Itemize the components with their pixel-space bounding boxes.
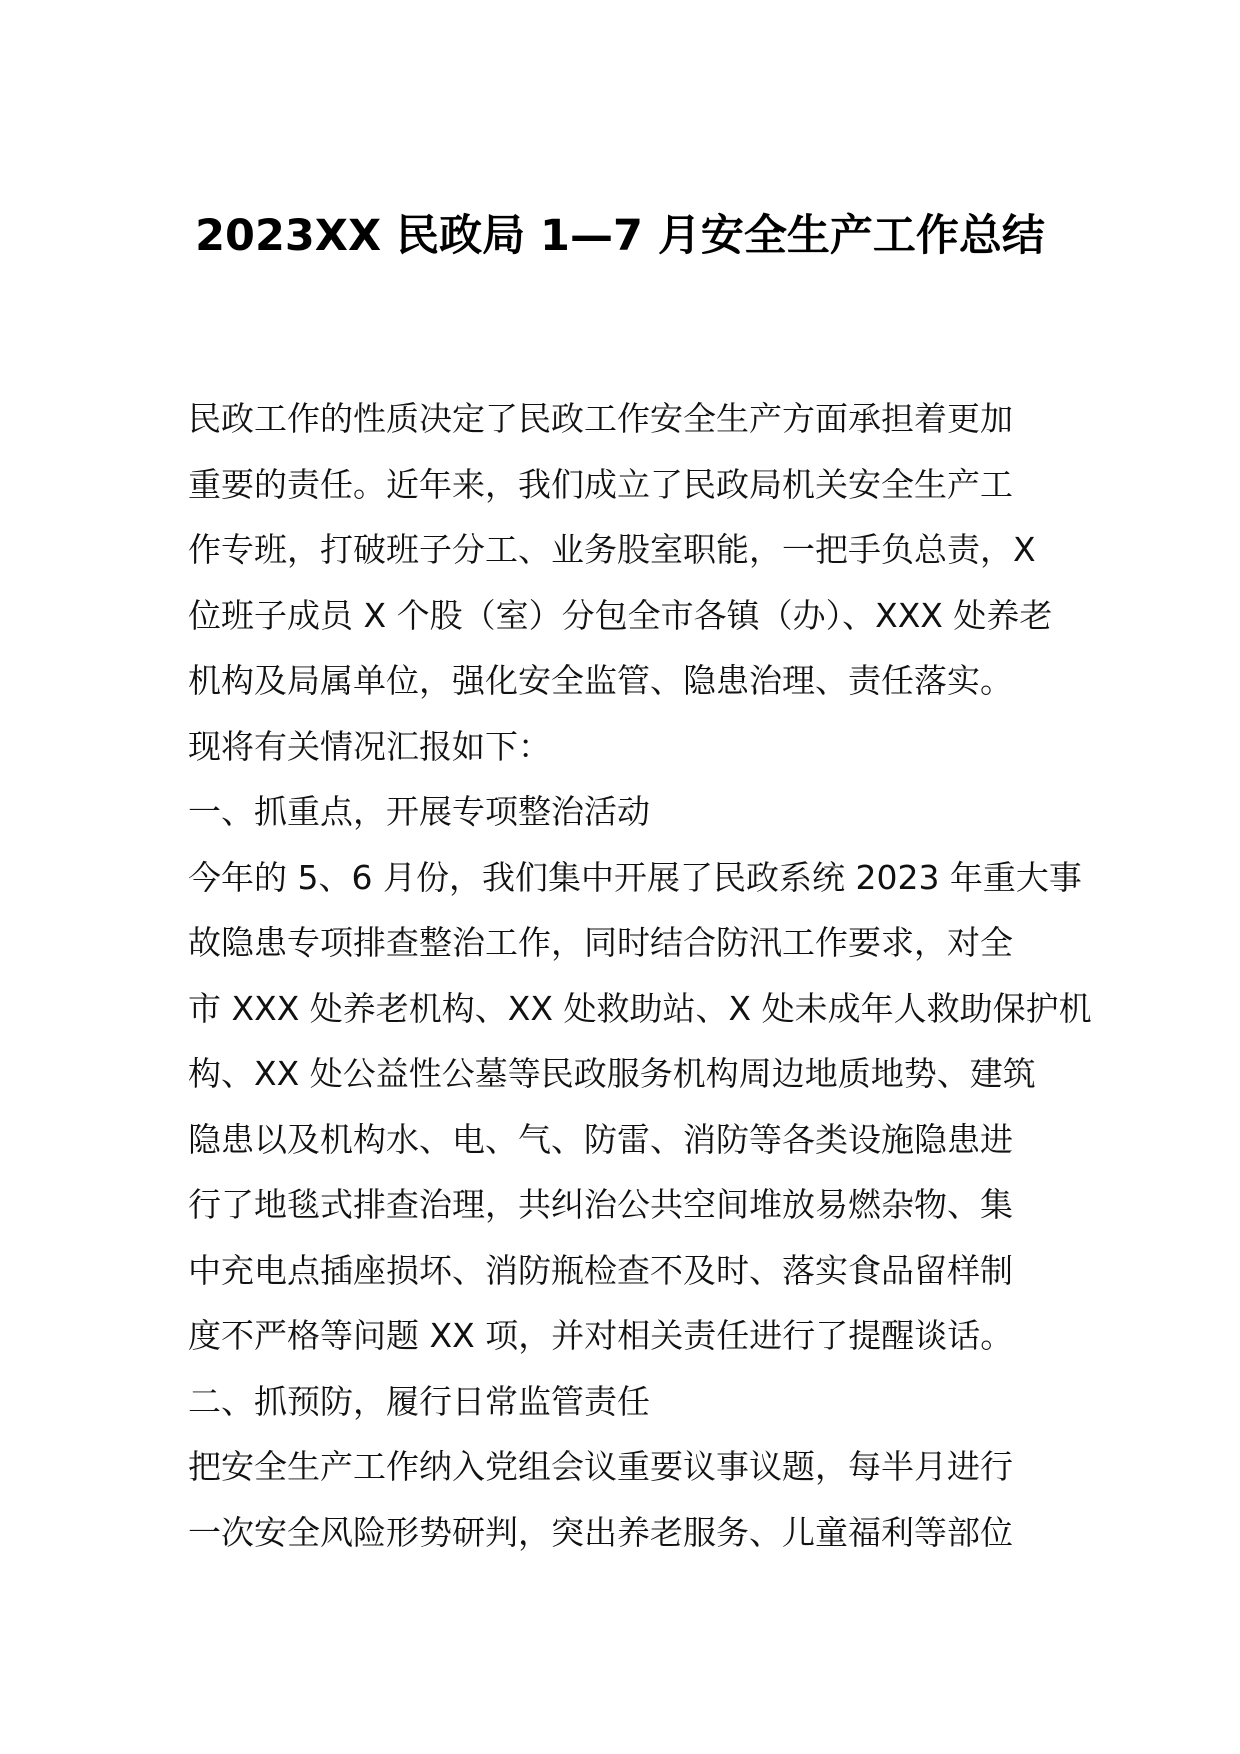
body-line: 中充电点插座损坏、消防瓶检查不及时、落实食品留样制 (188, 1250, 1013, 1290)
body-line: 位班子成员 X 个股（室）分包全市各镇（办）、XXX 处养老 (188, 595, 1053, 635)
body-line: 隐患以及机构水、电、气、防雷、消防等各类设施隐患进 (188, 1119, 1013, 1159)
body-line: 民政工作的性质决定了民政工作安全生产方面承担着更加 (188, 399, 1013, 438)
document-body (188, 386, 1092, 1565)
body-line: 故隐患专项排查整治工作，同时结合防汛工作要求，对全 (188, 923, 1013, 962)
body-line: 机构及局属单位，强化安全监管、隐患治理、责任落实。 (188, 661, 1013, 700)
body-line: 现将有关情况汇报如下： (188, 726, 551, 766)
document-title: 2023XX 民政局 1—7 月安全生产工作总结 (195, 211, 1045, 261)
body-line: 重要的责任。近年来，我们成立了民政局机关安全生产工 (188, 464, 1013, 504)
body-line: 市 XXX 处养老机构、XX 处救助站、X 处未成年人救助保护机 (188, 988, 1092, 1028)
body-line: 今年的 5、6 月份，我们集中开展了民政系统 2023 年重大事 (188, 857, 1082, 897)
body-line: 行了地毯式排查治理，共纠治公共空间堆放易燃杂物、集 (188, 1185, 1013, 1224)
body-line: 度不严格等问题 XX 项，并对相关责任进行了提醒谈话。 (188, 1316, 1014, 1355)
body-line: 一次安全风险形势研判，突出养老服务、儿童福利等部位 (188, 1512, 1013, 1552)
body-line: 作专班，打破班子分工、业务股室职能，一把手负总责，X (188, 530, 1036, 569)
section-heading: 一、抓重点，开展专项整治活动 (188, 792, 650, 831)
body-line: 把安全生产工作纳入党组会议重要议事议题，每半月进行 (188, 1447, 1013, 1486)
section-heading: 二、抓预防，履行日常监管责任 (188, 1381, 650, 1421)
body-line: 构、XX 处公益性公墓等民政服务机构周边地质地势、建筑 (188, 1054, 1036, 1093)
